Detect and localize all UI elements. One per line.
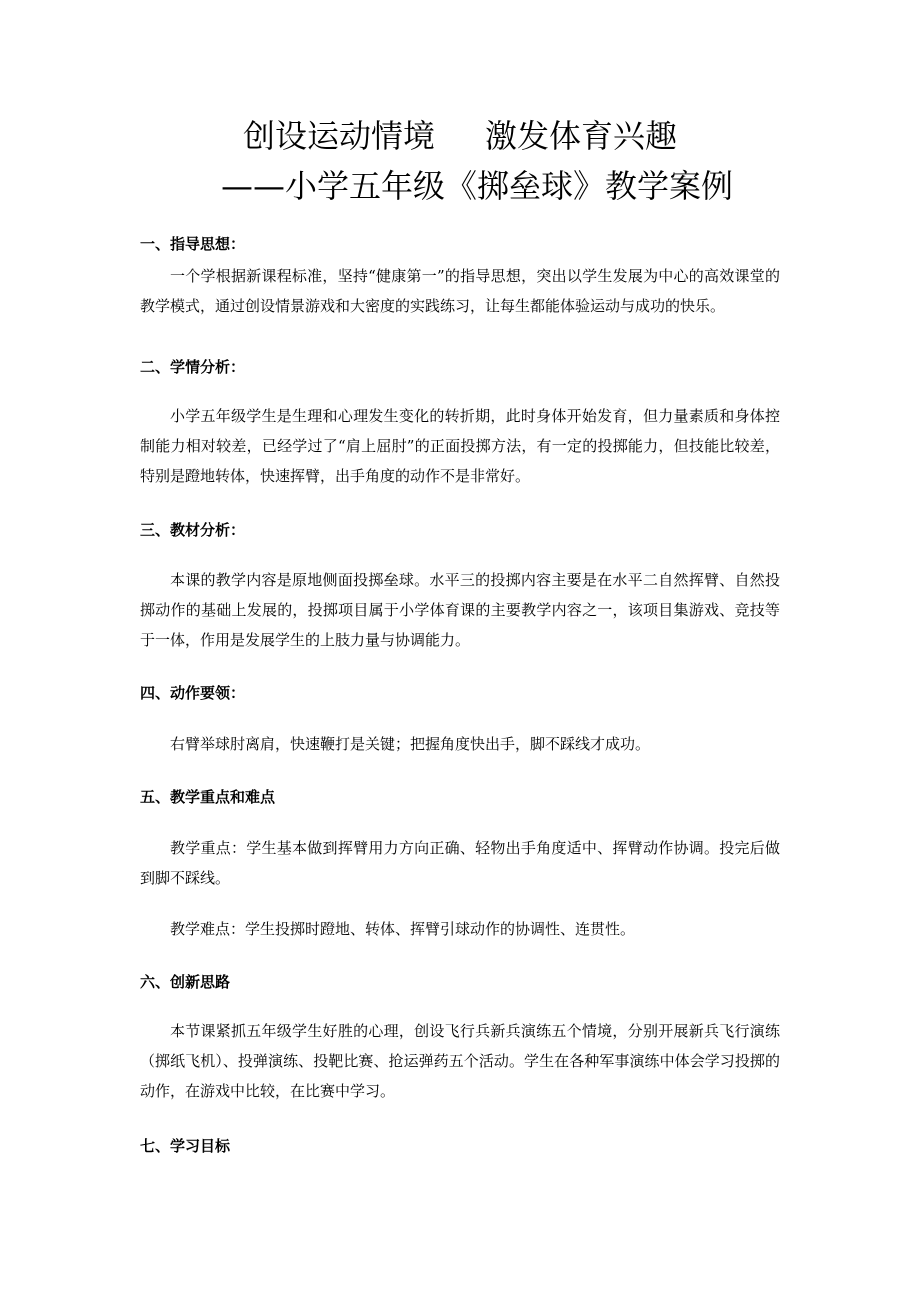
section-paragraph: 本节课紧抓五年级学生好胜的心理，创设飞行兵新兵演练五个情境，分别开展新兵飞行演练（掷纸飞机）、投弹演练、投靶比赛、抢运弹药五个活动。学生在各种军事演练中体会学习投掷的动作，在游戏中比较，在比赛中学习。 bbox=[140, 1022, 780, 1100]
document-subtitle: ——小学五年级《掷垒球》教学案例 bbox=[220, 167, 733, 205]
document-title-line-1 bbox=[0, 116, 920, 156]
section-paragraph: 教学重点：学生基本做到挥臂用力方向正确、轻物出手角度适中、挥臂动作协调。投完后做到脚不踩线。 bbox=[140, 839, 780, 887]
section-heading-key-points: 五、教学重点和难点 bbox=[140, 788, 276, 806]
section-heading-learning-goals: 七、学习目标 bbox=[140, 1137, 231, 1155]
section-paragraph: 右臂举球肘离肩，快速鞭打是关键；把握角度快出手，脚不踩线才成功。 bbox=[170, 735, 651, 753]
section-paragraph: 小学五年级学生是生理和心理发生变化的转折期，此时身体开始发育，但力量素质和身体控制能力相对较差，已经学过了“肩上屈肘”的正面投掷方法，有一定的投掷能力，但技能比较差，特别是蹬地转体，快速挥臂，出手角度的动作不是非常好。 bbox=[140, 407, 780, 485]
section-heading-guiding-ideology: 一、指导思想： bbox=[140, 235, 246, 253]
section-heading-material-analysis: 三、教材分析： bbox=[140, 521, 246, 539]
section-heading-learner-analysis: 二、学情分析： bbox=[140, 358, 246, 376]
title-part-1: 创设运动情境 bbox=[242, 117, 435, 155]
section-paragraph: 一个学根据新课程标准，坚持“健康第一”的指导思想，突出以学生发展为中心的高效课堂的教学模式，通过创设情景游戏和大密度的实践练习，让每生都能体验运动与成功的快乐。 bbox=[140, 267, 780, 315]
section-paragraph: 教学难点：学生投掷时蹬地、转体、挥臂引球动作的协调性、连贯性。 bbox=[170, 920, 636, 938]
section-heading-innovation: 六、创新思路 bbox=[140, 973, 231, 991]
section-heading-key-movements: 四、动作要领： bbox=[140, 684, 246, 702]
section-paragraph: 本课的教学内容是原地侧面投掷垒球。水平三的投掷内容主要是在水平二自然挥臂、自然投掷动作的基础上发展的，投掷项目属于小学体育课的主要教学内容之一，该项目集游戏、竞技等于一体，作用是发展学生的上肢力量与协调能力。 bbox=[140, 571, 780, 649]
title-part-2: 激发体育兴趣 bbox=[485, 117, 678, 155]
